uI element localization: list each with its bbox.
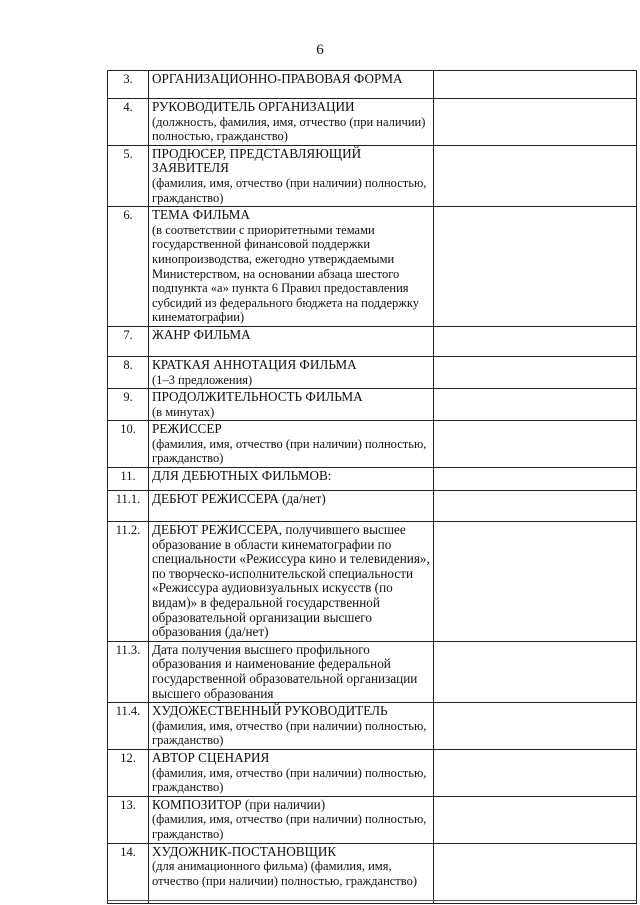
row-number: 12. bbox=[108, 749, 149, 796]
form-row bbox=[108, 207, 637, 327]
row-title: КОМПОЗИТОР (при наличии) bbox=[152, 796, 326, 812]
row-number: 9. bbox=[108, 389, 149, 421]
row-title: РУКОВОДИТЕЛЬ ОРГАНИЗАЦИИ bbox=[152, 99, 355, 114]
row-value-field[interactable] bbox=[434, 641, 637, 702]
form-row bbox=[108, 522, 637, 642]
row-note: (в минутах) bbox=[152, 404, 215, 419]
row-value-field[interactable] bbox=[434, 843, 637, 903]
form-row bbox=[108, 389, 637, 421]
row-value-field[interactable] bbox=[434, 421, 637, 468]
row-note: (фамилия, имя, отчество (при наличии) полностью, гражданство) bbox=[152, 812, 427, 841]
row-title: ПРОДОЛЖИТЕЛЬНОСТЬ ФИЛЬМА bbox=[152, 389, 363, 405]
row-number: 4. bbox=[108, 99, 149, 146]
row-label bbox=[149, 843, 434, 903]
form-row bbox=[108, 145, 637, 206]
row-title: ХУДОЖНИК-ПОСТАНОВЩИК bbox=[152, 843, 337, 859]
row-value-field[interactable] bbox=[434, 522, 637, 642]
row-value-field[interactable] bbox=[434, 491, 637, 522]
row-title: КРАТКАЯ АННОТАЦИЯ ФИЛЬМА bbox=[152, 356, 357, 372]
row-label bbox=[149, 468, 434, 491]
row-number: 13. bbox=[108, 796, 149, 843]
row-title: ДЕБЮТ РЕЖИССЕРА, получившего высшее образование в области кинематографии по специальности «Режиссура кино и телевидения», по творческо-исполнительской специальности «Режиссура аудиовизуальных искусств (по видам)» в федеральной государственной образовательной организации высшего образования (да/нет) bbox=[152, 522, 430, 640]
row-label bbox=[149, 703, 434, 750]
row-title: ЖАНР ФИЛЬМА bbox=[152, 326, 251, 342]
row-title: Дата получения высшего профильного образования и наименование федеральной государственной образовательной организации высшего образования bbox=[152, 641, 418, 701]
row-label bbox=[149, 389, 434, 421]
row-note: (фамилия, имя, отчество (при наличии) полностью, гражданство) bbox=[152, 718, 427, 748]
form-row bbox=[108, 641, 637, 702]
row-number: 10. bbox=[108, 421, 149, 468]
page-number: 6 bbox=[316, 42, 324, 58]
row-label bbox=[149, 145, 434, 206]
row-value-field[interactable] bbox=[434, 356, 637, 388]
form-row bbox=[108, 468, 637, 491]
row-number: 11.4. bbox=[108, 703, 149, 750]
row-number: 11.1. bbox=[108, 491, 149, 522]
row-title: ДЕБЮТ РЕЖИССЕРА (да/нет) bbox=[152, 491, 326, 507]
row-value-field[interactable] bbox=[434, 71, 637, 99]
form-row bbox=[108, 421, 637, 468]
form-row bbox=[108, 71, 637, 99]
row-label bbox=[149, 749, 434, 796]
row-note: (должность, фамилия, имя, отчество (при наличии) полностью, гражданство) bbox=[152, 114, 426, 144]
row-title: ТЕМА ФИЛЬМА bbox=[152, 207, 250, 223]
row-label bbox=[149, 71, 434, 99]
row-label bbox=[149, 207, 434, 327]
row-label bbox=[149, 326, 434, 356]
row-number: 11.2. bbox=[108, 522, 149, 642]
row-value-field[interactable] bbox=[434, 468, 637, 491]
row-note: (фамилия, имя, отчество (при наличии) полностью, гражданство) bbox=[152, 436, 427, 466]
form-row bbox=[108, 843, 637, 903]
row-value-field[interactable] bbox=[434, 796, 637, 843]
row-title: ПРОДЮСЕР, ПРЕДСТАВЛЯЮЩИЙ ЗАЯВИТЕЛЯ bbox=[152, 145, 362, 176]
application-form-table bbox=[107, 70, 637, 904]
row-number: 3. bbox=[108, 71, 149, 99]
form-row bbox=[108, 326, 637, 356]
row-note: (для анимационного фильма) (фамилия, имя, отчество (при наличии) полностью, гражданство) bbox=[152, 859, 418, 888]
row-number: 14. bbox=[108, 843, 149, 903]
row-number: 11. bbox=[108, 468, 149, 491]
row-label bbox=[149, 522, 434, 642]
row-value-field[interactable] bbox=[434, 207, 637, 327]
row-number: 8. bbox=[108, 356, 149, 388]
row-value-field[interactable] bbox=[434, 326, 637, 356]
form-row bbox=[108, 703, 637, 750]
row-title: ХУДОЖЕСТВЕННЫЙ РУКОВОДИТЕЛЬ bbox=[152, 703, 388, 719]
row-number: 7. bbox=[108, 326, 149, 356]
row-number: 5. bbox=[108, 145, 149, 206]
form-row bbox=[108, 749, 637, 796]
form-row bbox=[108, 796, 637, 843]
row-value-field[interactable] bbox=[434, 145, 637, 206]
row-title: АВТОР СЦЕНАРИЯ bbox=[152, 749, 270, 765]
row-label bbox=[149, 421, 434, 468]
row-number: 6. bbox=[108, 207, 149, 327]
row-title: ОРГАНИЗАЦИОННО-ПРАВОВАЯ ФОРМА bbox=[152, 71, 403, 86]
row-label bbox=[149, 356, 434, 388]
row-title: ДЛЯ ДЕБЮТНЫХ ФИЛЬМОВ: bbox=[152, 468, 332, 484]
row-note: (в соответствии с приоритетными темами государственной финансовой поддержки кинопроизводства, ежегодно утверждаемыми Министерством, на основании абзаца шестого подпункта «а» пункта 6 Правил предоставления субсидий из федерального бюджета на поддержку кинематографии) bbox=[152, 222, 420, 325]
form-row bbox=[108, 99, 637, 146]
row-label bbox=[149, 491, 434, 522]
row-label bbox=[149, 99, 434, 146]
row-label bbox=[149, 641, 434, 702]
row-label bbox=[149, 796, 434, 843]
row-note: (фамилия, имя, отчество (при наличии) полностью, гражданство) bbox=[152, 765, 427, 795]
row-note: (1–3 предложения) bbox=[152, 372, 253, 387]
page-bottom-edge bbox=[107, 900, 637, 901]
form-row bbox=[108, 356, 637, 388]
row-value-field[interactable] bbox=[434, 703, 637, 750]
form-row bbox=[108, 491, 637, 522]
form-rows bbox=[108, 71, 637, 904]
row-title: РЕЖИССЕР bbox=[152, 421, 222, 437]
row-value-field[interactable] bbox=[434, 99, 637, 146]
row-value-field[interactable] bbox=[434, 749, 637, 796]
row-number: 11.3. bbox=[108, 641, 149, 702]
row-value-field[interactable] bbox=[434, 389, 637, 421]
row-note: (фамилия, имя, отчество (при наличии) полностью, гражданство) bbox=[152, 175, 427, 205]
